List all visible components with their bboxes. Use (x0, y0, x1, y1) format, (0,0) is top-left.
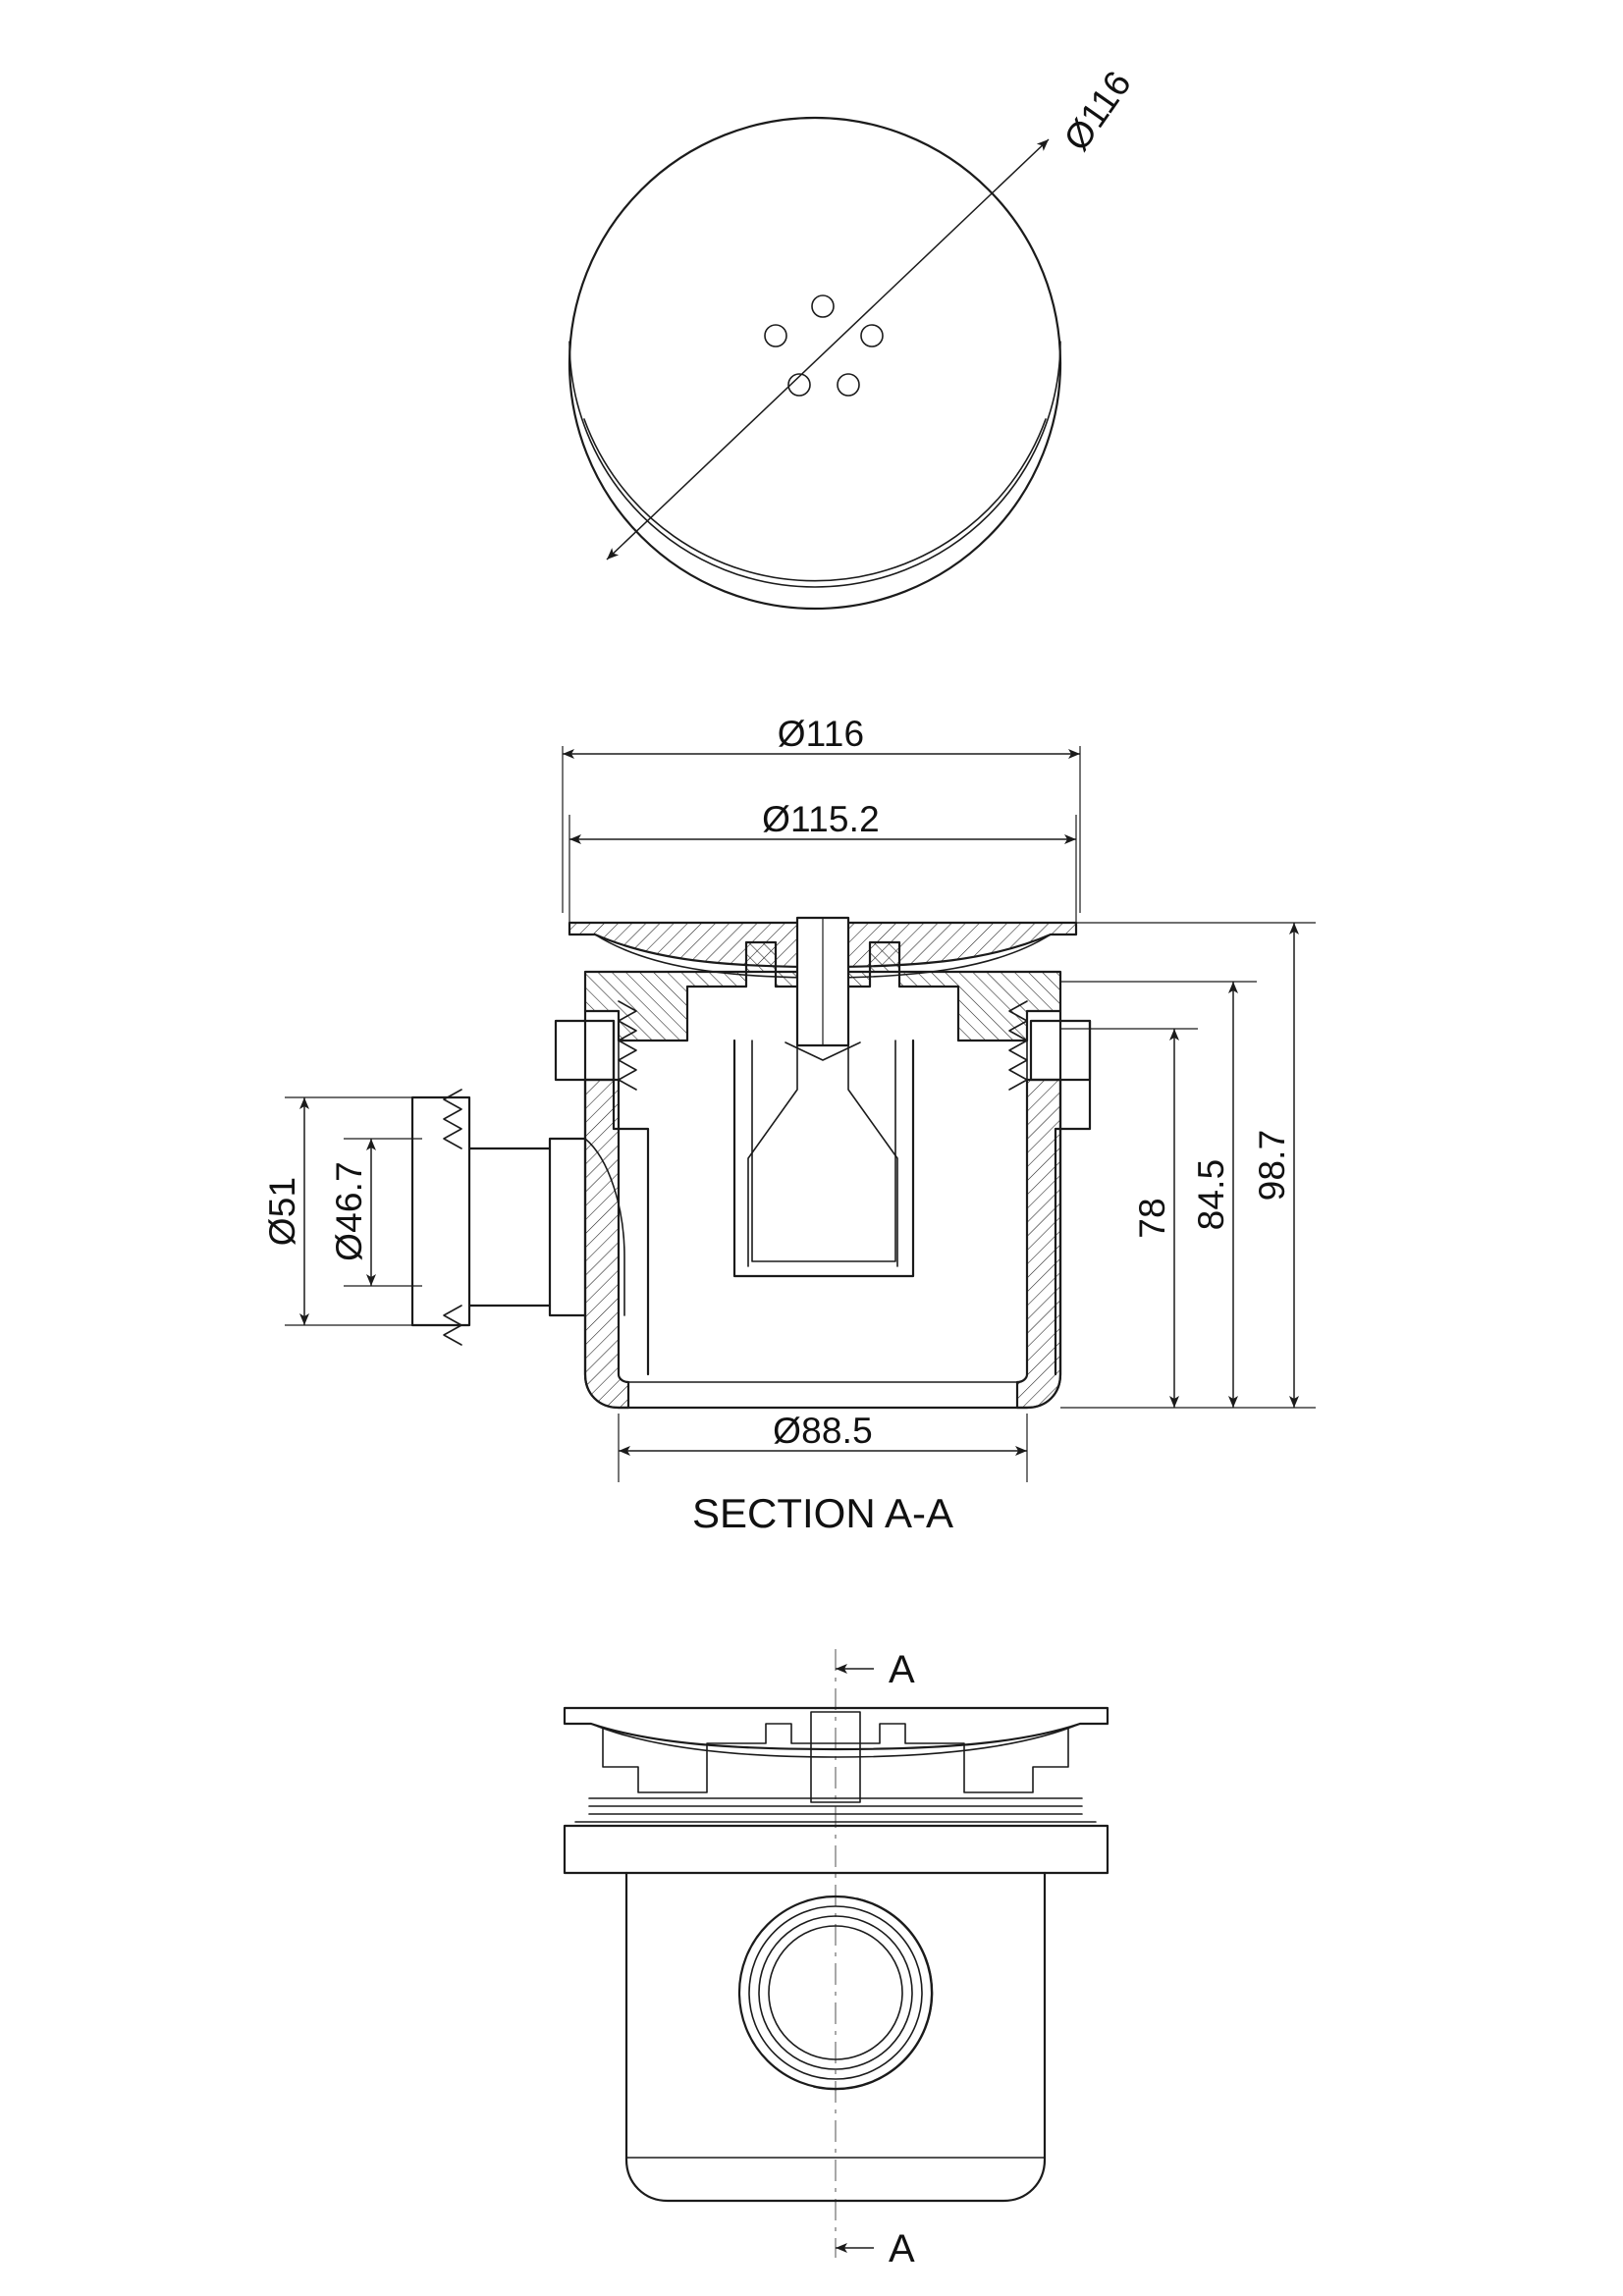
top-view-rim-edge (569, 342, 1060, 587)
top-view-group (569, 64, 1139, 609)
dim-label-h78: 78 (1132, 1198, 1172, 1239)
front-outlet-thread-arc (814, 1898, 932, 2089)
section-mark-label-bottom: A (889, 2227, 915, 2270)
section-trap-cup (734, 1041, 913, 1276)
section-baffle-right (848, 1045, 897, 1266)
dim-label-flange: Ø116 (777, 714, 865, 754)
top-view-outer-circle (569, 118, 1060, 609)
section-wall-right-hatch (1017, 1080, 1060, 1408)
section-trap-cup-inner (752, 1041, 895, 1261)
section-baffle-left (748, 1045, 797, 1266)
top-view-hole-2 (765, 325, 786, 347)
dim-label-outlet-outer: Ø51 (262, 1176, 302, 1247)
section-outlet-flange (412, 1097, 469, 1325)
section-outlet-pipe (461, 1148, 550, 1306)
section-inner-shell (619, 1026, 1027, 1382)
top-diameter-label: Ø116 (1055, 63, 1139, 158)
top-diameter-leader (607, 139, 1049, 560)
dim-label-outlet-inner: Ø46.7 (329, 1161, 369, 1261)
dim-label-h845: 84.5 (1191, 1158, 1231, 1231)
front-view-group (565, 1648, 1108, 2270)
section-outlet-junction (550, 1139, 585, 1315)
section-mark-label-top: A (889, 1648, 915, 1691)
section-outer-shell (585, 1011, 1060, 1408)
dim-label-body: Ø88.5 (773, 1411, 873, 1451)
top-view-hole-5 (838, 374, 859, 396)
dim-label-plate: Ø115.2 (762, 799, 880, 839)
section-caption: SECTION A-A (691, 1490, 954, 1536)
top-view-hole-1 (812, 295, 834, 317)
top-view-rim-arc (584, 419, 1046, 581)
section-view-group (262, 714, 1316, 1536)
top-view-hole-3 (861, 325, 883, 347)
dim-label-h987: 98.7 (1252, 1129, 1292, 1201)
